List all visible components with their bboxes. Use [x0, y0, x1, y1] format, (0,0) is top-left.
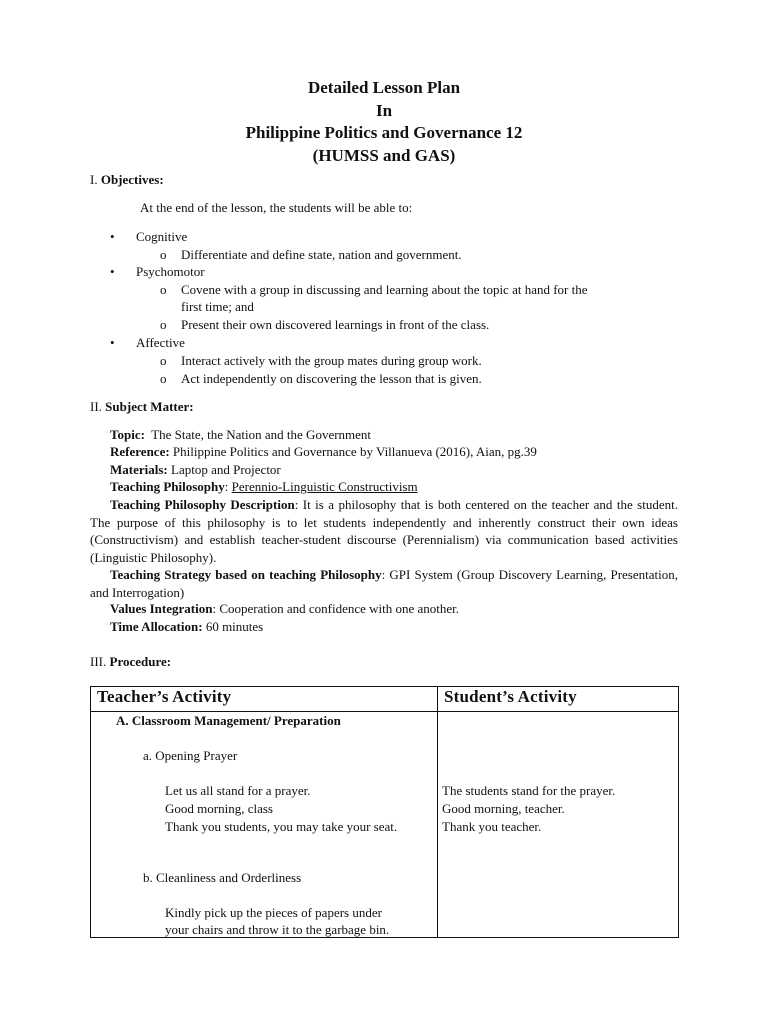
teacher-line: Thank you students, you may take your seat.: [165, 819, 398, 834]
teacher-activity-cell: [91, 712, 438, 938]
procedure-table: [90, 686, 679, 938]
objectives-intro: At the end of the lesson, the students will be able to:: [140, 200, 413, 215]
philosophy-link-text: Perennio-Linguistic Constructivism: [231, 479, 418, 494]
table-row: [91, 712, 679, 938]
sub-item: o Differentiate and define state, nation and government.: [160, 247, 462, 262]
time-line: Time Allocation: 60 minutes: [110, 619, 264, 634]
title-line-1: Detailed Lesson Plan: [307, 78, 461, 97]
sub-item: o Act independently on discovering the lesson that is given.: [160, 371, 482, 386]
student-line: Good morning, teacher.: [442, 801, 565, 816]
philosophy-line: Teaching Philosophy: Perennio-Linguistic Constructivism: [110, 479, 418, 494]
strategy-paragraph: Teaching Strategy based on teaching Philosophy: GPI System (Group Discovery Learning, Presentation, and Interrogation): [90, 567, 678, 600]
table-header-row: [91, 687, 679, 712]
philosophy-description: Teaching Philosophy Description: It is a philosophy that is both centered on the teacher and the student. The purpose of this philosophy is to let students independently and inherently construct their own ideas (Constructivism) and establish teacher-student discourse (Perennialism) via communication based activities (Linguistic Philosophy).: [90, 497, 678, 565]
topic-line: Topic: The State, the Nation and the Government: [110, 427, 372, 442]
student-activity-cell: [438, 712, 679, 938]
section-a-heading: A. Classroom Management/ Preparation: [116, 713, 341, 728]
procedure-heading: III. Procedure:: [90, 654, 172, 669]
subject-matter-heading: II. Subject Matter:: [90, 399, 194, 414]
teacher-line: your chairs and throw it to the garbage bin.: [165, 922, 390, 937]
title-line-4: (HUMSS and GAS): [312, 145, 456, 165]
teacher-line: Kindly pick up the pieces of papers under: [165, 905, 382, 920]
circle-bullet-icon: o: [160, 247, 167, 262]
title-line-3: Philippine Politics and Governance 12: [245, 123, 523, 142]
reference-line: Reference: Philippine Politics and Governance by Villanueva (2016), Aian, pg.39: [110, 444, 537, 459]
item-opening-prayer: a. Opening Prayer: [143, 748, 238, 763]
sub-item: o Covene with a group in discussing and learning about the topic at hand for the: [160, 282, 588, 297]
sub-item-continuation: first time; and: [181, 299, 254, 314]
document-title: [0, 77, 768, 167]
circle-bullet-icon: o: [160, 282, 167, 297]
bullet-affective: • Affective: [110, 335, 185, 350]
bullet-psychomotor: • Psychomotor: [110, 264, 205, 279]
teacher-line: Good morning, class: [165, 801, 273, 816]
student-line: Thank you teacher.: [442, 819, 542, 834]
sub-item: o Interact actively with the group mates during group work.: [160, 353, 482, 368]
column-header-teacher: Teacher’s Activity: [91, 687, 438, 712]
bullet-icon: •: [110, 335, 115, 350]
circle-bullet-icon: o: [160, 317, 167, 332]
circle-bullet-icon: o: [160, 371, 167, 386]
materials-line: Materials: Laptop and Projector: [110, 462, 281, 477]
bullet-cognitive: • Cognitive: [110, 229, 188, 244]
column-header-student: Student’s Activity: [438, 687, 679, 712]
circle-bullet-icon: o: [160, 353, 167, 368]
sub-item: o Present their own discovered learnings in front of the class.: [160, 317, 490, 332]
student-line: The students stand for the prayer.: [442, 783, 616, 798]
title-line-2: In: [375, 100, 393, 120]
bullet-icon: •: [110, 264, 115, 279]
values-line: Values Integration: Cooperation and confidence with one another.: [110, 601, 460, 616]
item-cleanliness: b. Cleanliness and Orderliness: [143, 870, 302, 885]
objectives-heading: I. Objectives:: [90, 172, 164, 187]
bullet-icon: •: [110, 229, 115, 244]
teacher-line: Let us all stand for a prayer.: [165, 783, 311, 798]
